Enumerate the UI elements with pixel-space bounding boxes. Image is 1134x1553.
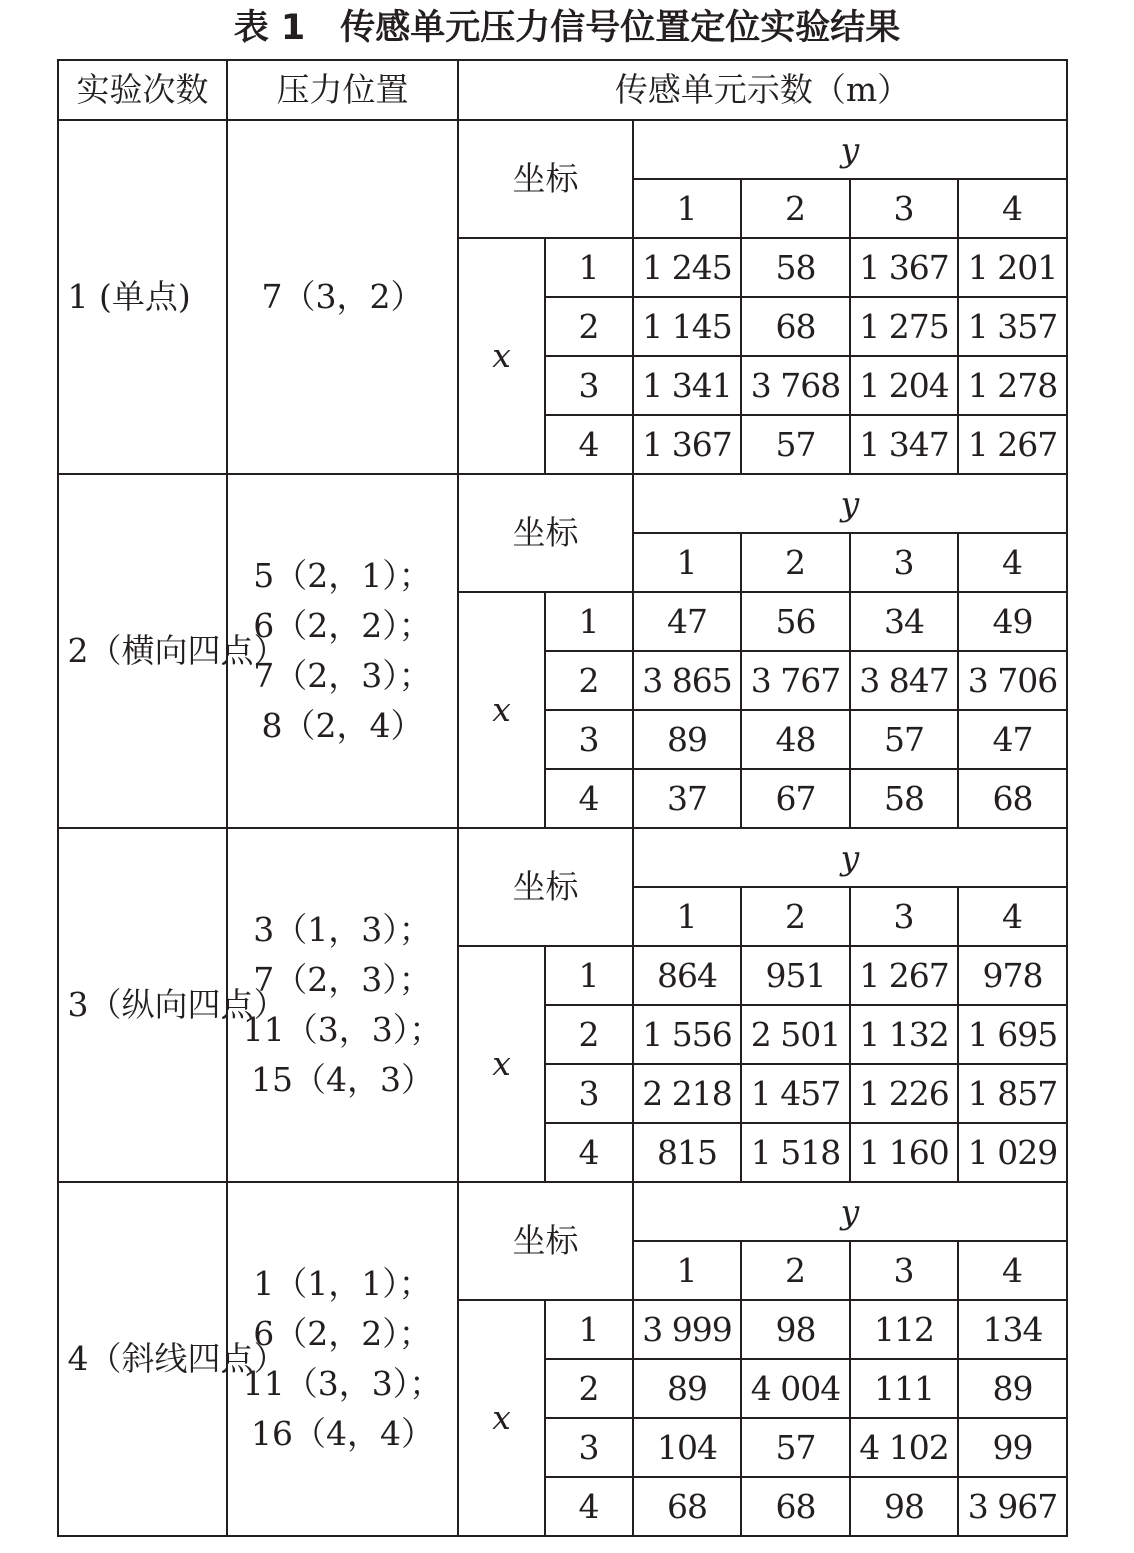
x-value: 2: [545, 1005, 633, 1064]
x-axis-label: x: [458, 238, 545, 474]
y-value: 4: [958, 1241, 1067, 1300]
y-value: 3: [850, 887, 958, 946]
block-2-y-axis-row: [58, 474, 1067, 533]
reading-cell: 68: [633, 1477, 741, 1536]
y-value: 3: [850, 179, 958, 238]
coord-label: 坐标: [458, 120, 633, 238]
reading-cell: 1 556: [633, 1005, 741, 1064]
reading-cell: 37: [633, 769, 741, 828]
reading-cell: 1 367: [633, 415, 741, 474]
reading-cell: 2 501: [741, 1005, 850, 1064]
reading-cell: 1 132: [850, 1005, 958, 1064]
y-value: 1: [633, 1241, 741, 1300]
trial-cell: [58, 1182, 287, 1536]
header-row: [58, 60, 1067, 120]
reading-cell: 58: [850, 769, 958, 828]
reading-cell: 104: [633, 1418, 741, 1477]
results-table-body: [58, 60, 1067, 1536]
reading-cell: 1 267: [850, 946, 958, 1005]
trial-label: 2（横向四点）: [67, 631, 287, 670]
reading-cell: 99: [958, 1418, 1067, 1477]
block-3-y-axis-row: [58, 828, 1067, 887]
reading-cell: 47: [958, 710, 1067, 769]
reading-cell: 3 865: [633, 651, 741, 710]
reading-cell: 815: [633, 1123, 741, 1182]
position-line: 7（2，3）；: [253, 656, 432, 695]
reading-cell: 978: [958, 946, 1067, 1005]
position-cell: [227, 1182, 458, 1536]
reading-cell: 1 518: [741, 1123, 850, 1182]
reading-cell: 111: [850, 1359, 958, 1418]
x-value: 2: [545, 1359, 633, 1418]
reading-cell: 3 999: [633, 1300, 741, 1359]
reading-cell: 89: [633, 1359, 741, 1418]
x-axis-label: x: [458, 592, 545, 828]
reading-cell: 1 204: [850, 356, 958, 415]
y-axis-label: y: [633, 474, 1067, 533]
y-axis-label: y: [633, 120, 1067, 179]
y-value: 1: [633, 533, 741, 592]
reading-cell: 1 029: [958, 1123, 1067, 1182]
header-position: 压力位置: [227, 60, 458, 120]
coord-label: 坐标: [458, 1182, 633, 1300]
y-value: 3: [850, 533, 958, 592]
coord-label: 坐标: [458, 474, 633, 592]
reading-cell: 2 218: [633, 1064, 741, 1123]
reading-cell: 49: [958, 592, 1067, 651]
position-cell: [227, 474, 458, 828]
position-line: 11（3，3）；: [242, 1364, 443, 1403]
y-axis-label: y: [633, 1182, 1067, 1241]
trial-label: 3（纵向四点）: [67, 985, 287, 1024]
reading-cell: 48: [741, 710, 850, 769]
y-axis-label: y: [633, 828, 1067, 887]
x-value: 2: [545, 651, 633, 710]
table-caption: 表 1 传感单元压力信号位置定位实验结果: [233, 8, 901, 48]
header-readings: 传感单元示数（m）: [458, 60, 1067, 120]
reading-cell: 4 004: [741, 1359, 850, 1418]
y-value: 2: [741, 1241, 850, 1300]
position-line: 16（4，4）: [251, 1414, 434, 1453]
y-value: 4: [958, 533, 1067, 592]
position-line: 5（2，1）；: [253, 556, 432, 595]
position-line: 6（2，2）；: [253, 606, 432, 645]
y-value: 3: [850, 1241, 958, 1300]
reading-cell: 1 357: [958, 297, 1067, 356]
reading-cell: 3 967: [958, 1477, 1067, 1536]
reading-cell: 1 857: [958, 1064, 1067, 1123]
reading-cell: 58: [741, 238, 850, 297]
reading-cell: 1 267: [958, 415, 1067, 474]
reading-cell: 1 226: [850, 1064, 958, 1123]
x-value: 4: [545, 1477, 633, 1536]
reading-cell: 89: [633, 710, 741, 769]
reading-cell: 4 102: [850, 1418, 958, 1477]
position-line: 15（4，3）: [251, 1060, 434, 1099]
reading-cell: 57: [741, 415, 850, 474]
y-value: 2: [741, 533, 850, 592]
y-value: 4: [958, 887, 1067, 946]
reading-cell: 1 457: [741, 1064, 850, 1123]
reading-cell: 68: [741, 297, 850, 356]
x-value: 4: [545, 1123, 633, 1182]
reading-cell: 864: [633, 946, 741, 1005]
reading-cell: 89: [958, 1359, 1067, 1418]
coord-label: 坐标: [458, 828, 633, 946]
y-value: 1: [633, 179, 741, 238]
reading-cell: 1 367: [850, 238, 958, 297]
reading-cell: 1 160: [850, 1123, 958, 1182]
reading-cell: 1 275: [850, 297, 958, 356]
reading-cell: 47: [633, 592, 741, 651]
reading-cell: 68: [958, 769, 1067, 828]
reading-cell: 3 706: [958, 651, 1067, 710]
reading-cell: 56: [741, 592, 850, 651]
x-value: 4: [545, 769, 633, 828]
reading-cell: 1 201: [958, 238, 1067, 297]
trial-cell: [58, 828, 287, 1182]
reading-cell: 1 278: [958, 356, 1067, 415]
position-line: 7（2，3）；: [253, 960, 432, 999]
reading-cell: 951: [741, 946, 850, 1005]
reading-cell: 1 347: [850, 415, 958, 474]
position-line: 11（3，3）；: [242, 1010, 443, 1049]
reading-cell: 57: [741, 1418, 850, 1477]
reading-cell: 1 245: [633, 238, 741, 297]
reading-cell: 68: [741, 1477, 850, 1536]
reading-cell: 34: [850, 592, 958, 651]
position-cell: [227, 120, 458, 474]
x-value: 4: [545, 415, 633, 474]
position-line: 6（2，2）；: [253, 1314, 432, 1353]
reading-cell: 1 695: [958, 1005, 1067, 1064]
reading-cell: 67: [741, 769, 850, 828]
reading-cell: 57: [850, 710, 958, 769]
trial-cell: [58, 120, 227, 474]
trial-label: 4（斜线四点）: [67, 1339, 287, 1378]
position-line: 7（3，2）: [261, 277, 424, 316]
x-axis-label: x: [458, 1300, 545, 1536]
position-line: 1（1，1）；: [253, 1264, 432, 1303]
trial-cell: [58, 474, 287, 828]
position-cell: [227, 828, 458, 1182]
x-value: 3: [545, 1064, 633, 1123]
x-value: 3: [545, 710, 633, 769]
x-value: 1: [545, 238, 633, 297]
y-value: 2: [741, 179, 850, 238]
y-value: 4: [958, 179, 1067, 238]
results-table: [57, 59, 1068, 1537]
x-value: 1: [545, 946, 633, 1005]
x-value: 2: [545, 297, 633, 356]
y-value: 1: [633, 887, 741, 946]
reading-cell: 112: [850, 1300, 958, 1359]
y-value: 2: [741, 887, 850, 946]
header-trial: 实验次数: [58, 60, 227, 120]
reading-cell: 1 145: [633, 297, 741, 356]
trial-label: 1 (单点): [67, 277, 191, 316]
block-4-y-axis-row: [58, 1182, 1067, 1241]
position-line: 8（2，4）: [261, 706, 424, 745]
x-value: 3: [545, 1418, 633, 1477]
reading-cell: 98: [741, 1300, 850, 1359]
reading-cell: 98: [850, 1477, 958, 1536]
x-value: 3: [545, 356, 633, 415]
reading-cell: 1 341: [633, 356, 741, 415]
reading-cell: 3 768: [741, 356, 850, 415]
reading-cell: 3 847: [850, 651, 958, 710]
block-1-y-axis-row: [58, 120, 1067, 179]
x-axis-label: x: [458, 946, 545, 1182]
x-value: 1: [545, 1300, 633, 1359]
position-line: 3（1，3）；: [253, 910, 432, 949]
reading-cell: 3 767: [741, 651, 850, 710]
x-value: 1: [545, 592, 633, 651]
reading-cell: 134: [958, 1300, 1067, 1359]
